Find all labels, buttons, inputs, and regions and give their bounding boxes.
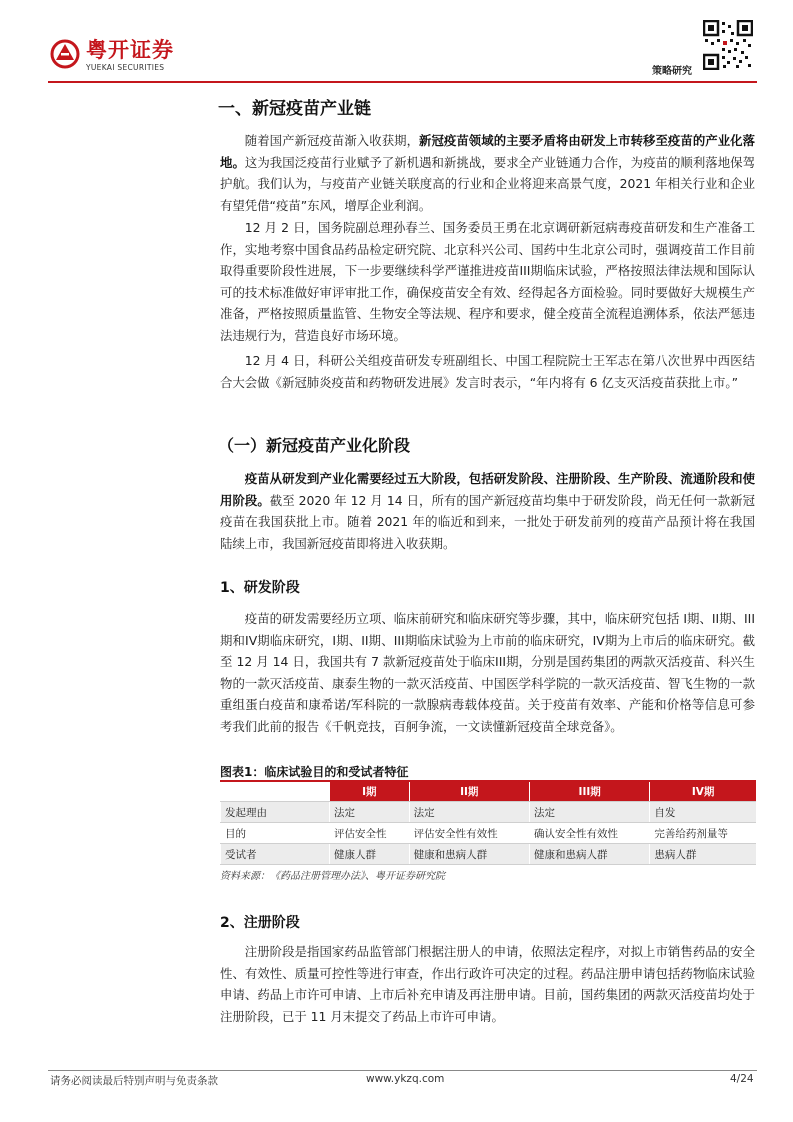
table-cell: 目的 [221, 823, 330, 844]
paragraph-intro-lead: 随着国产新冠疫苗渐入收获期， [244, 133, 420, 148]
table-cell: 法定 [529, 802, 649, 823]
heading-registration-stage: 2、注册阶段 [220, 915, 300, 931]
heading-rnd-stage: 1、研发阶段 [220, 580, 300, 596]
heading-industry-chain: 一、新冠疫苗产业链 [218, 99, 371, 119]
table-header-cell [221, 782, 330, 802]
table-cell: 患病人群 [650, 844, 756, 865]
logo-text-en: YUEKAI SECURITIES [86, 63, 165, 72]
table-header-cell: I期 [330, 782, 410, 802]
table-row [221, 802, 757, 823]
clinical-trial-table [220, 782, 756, 865]
paragraph-dec4: 12 月 4 日，科研公关组疫苗研发专班副组长、中国工程院院士王军志在第八次世界中西医结合大会做《新冠肺炎疫苗和药物研发进展》发言时表示，“年内将有 6 亿支灭活疫苗获批上市。” [220, 353, 755, 390]
table-cell: 健康人群 [330, 844, 410, 865]
table-cell: 自发 [650, 802, 756, 823]
paragraph-registration: 注册阶段是指国家药品监管部门根据注册人的申请，依照法定程序，对拟上市销售药品的安全性、有效性、质量可控性等进行审查，作出行政许可决定的过程。药品注册申请包括药物临床试验申请、药品上市许可申请、上市后补充申请及再注册申请。目前，国药集团的两款灭活疫苗均处于注册阶段，已于 11 月末提交了药品上市许可申请。 [220, 944, 755, 1024]
footer-divider [48, 1070, 757, 1071]
logo-text-cn: 粤开证券 [86, 38, 174, 62]
paragraph-intro [220, 130, 755, 216]
company-logo [50, 38, 190, 72]
paragraph-rnd: 疫苗的研发需要经历立项、临床前研究和临床研究等步骤，其中，临床研究包括 I期、II期、III期和IV期临床研究，I期、II期、III期临床试验为上市前的临床研究，IV期为上市后的临床研究。截至 12 月 14 日，我国共有 7 款新冠疫苗处于临床III期，分别是国药集团的两款灭活疫苗、科兴生物的一款灭活疫苗、康泰生物的一款灭活疫苗、中国医学科学院的一款灭活疫苗、智飞生物的一款重组蛋白疫苗和康希诺/军科院的一款腺病毒载体疫苗。关于疫苗有效率、产能和价格等信息可参考我们此前的报告《千帆竞技，百舸争流，一文读懂新冠疫苗全球竞备》。 [220, 611, 755, 734]
table-header-row [221, 782, 757, 802]
table-cell: 健康和患病人群 [529, 844, 649, 865]
paragraph-five-stages-rest: 截至 2020 年 12 月 14 日，所有的国产新冠疫苗均集中于研发阶段，尚无任何一款新冠疫苗在我国获批上市。随着 2021 年的临近和到来，一批处于研发前列的疫苗产品预计将在我国陆续上市，我国新冠疫苗即将进入收获期。 [220, 492, 755, 551]
paragraph-dec2: 12 月 2 日，国务院副总理孙春兰、国务委员王勇在北京调研新冠病毒疫苗研发和生产准备工作，实地考察中国食品药品检定研究院、北京科兴公司、国药中生北京公司时，强调疫苗工作目前取得重要阶段性进展，下一步要继续科学严谨推进疫苗III期临床试验，严格按照法律法规和国际认可的技术标准做好审评审批工作，确保疫苗安全有效、经得起各方面检验。同时要做好大规模生产准备，严格按照质量监管、生物安全等法规、程序和要求，健全疫苗全流程追溯体系，依法严惩违法违规行为，营造良好市场环境。 [220, 220, 755, 343]
paragraph-intro-rest: 这为我国泛疫苗行业赋予了新机遇和新挑战，要求全产业链通力合作，为疫苗的顺利落地保驾护航。我们认为，与疫苗产业链关联度高的行业和企业将迎来高景气度，2021 年相关行业和企业有望凭借“疫苗”东风，增厚企业利润。 [220, 154, 756, 213]
table-header-cell: IV期 [650, 782, 756, 802]
paragraph-five-stages [220, 468, 755, 554]
paragraph-intro-bold: 新冠疫苗领域的主要矛盾将由研发上市转移至疫苗的产业化落地。 [220, 133, 755, 170]
table-cell: 法定 [330, 802, 410, 823]
section-tag: 策略研究 [652, 66, 692, 77]
footer-website[interactable]: www.ykzq.com [366, 1073, 445, 1085]
table-row [221, 844, 757, 865]
table-cell: 完善给药剂量等 [650, 823, 756, 844]
table-cell: 健康和患病人群 [409, 844, 529, 865]
table-cell: 确认安全性有效性 [529, 823, 649, 844]
footer-page-number: 4/24 [730, 1073, 754, 1085]
table-cell: 受试者 [221, 844, 330, 865]
table-source-note: 资料来源：《药品注册管理办法》、粤开证券研究院 [220, 871, 445, 882]
paragraph-five-stages-bold: 疫苗从研发到产业化需要经过五大阶段，包括研发阶段、注册阶段、生产阶段、流通阶段和使用阶段。 [220, 471, 755, 508]
header-divider [48, 81, 757, 83]
table-title: 图表1：临床试验目的和受试者特征 [220, 765, 409, 779]
table-row [221, 823, 757, 844]
yuekai-logo-icon [50, 38, 80, 70]
table-cell: 法定 [409, 802, 529, 823]
footer-disclaimer: 请务必阅读最后特别声明与免责条款 [50, 1075, 218, 1087]
table-cell: 发起理由 [221, 802, 330, 823]
qr-code-icon [703, 20, 753, 70]
table-cell: 评估安全性有效性 [409, 823, 529, 844]
table-header-cell: II期 [409, 782, 529, 802]
table-header-cell: III期 [529, 782, 649, 802]
table-cell: 评估安全性 [330, 823, 410, 844]
heading-industrialization-stage: （一）新冠疫苗产业化阶段 [218, 436, 411, 455]
